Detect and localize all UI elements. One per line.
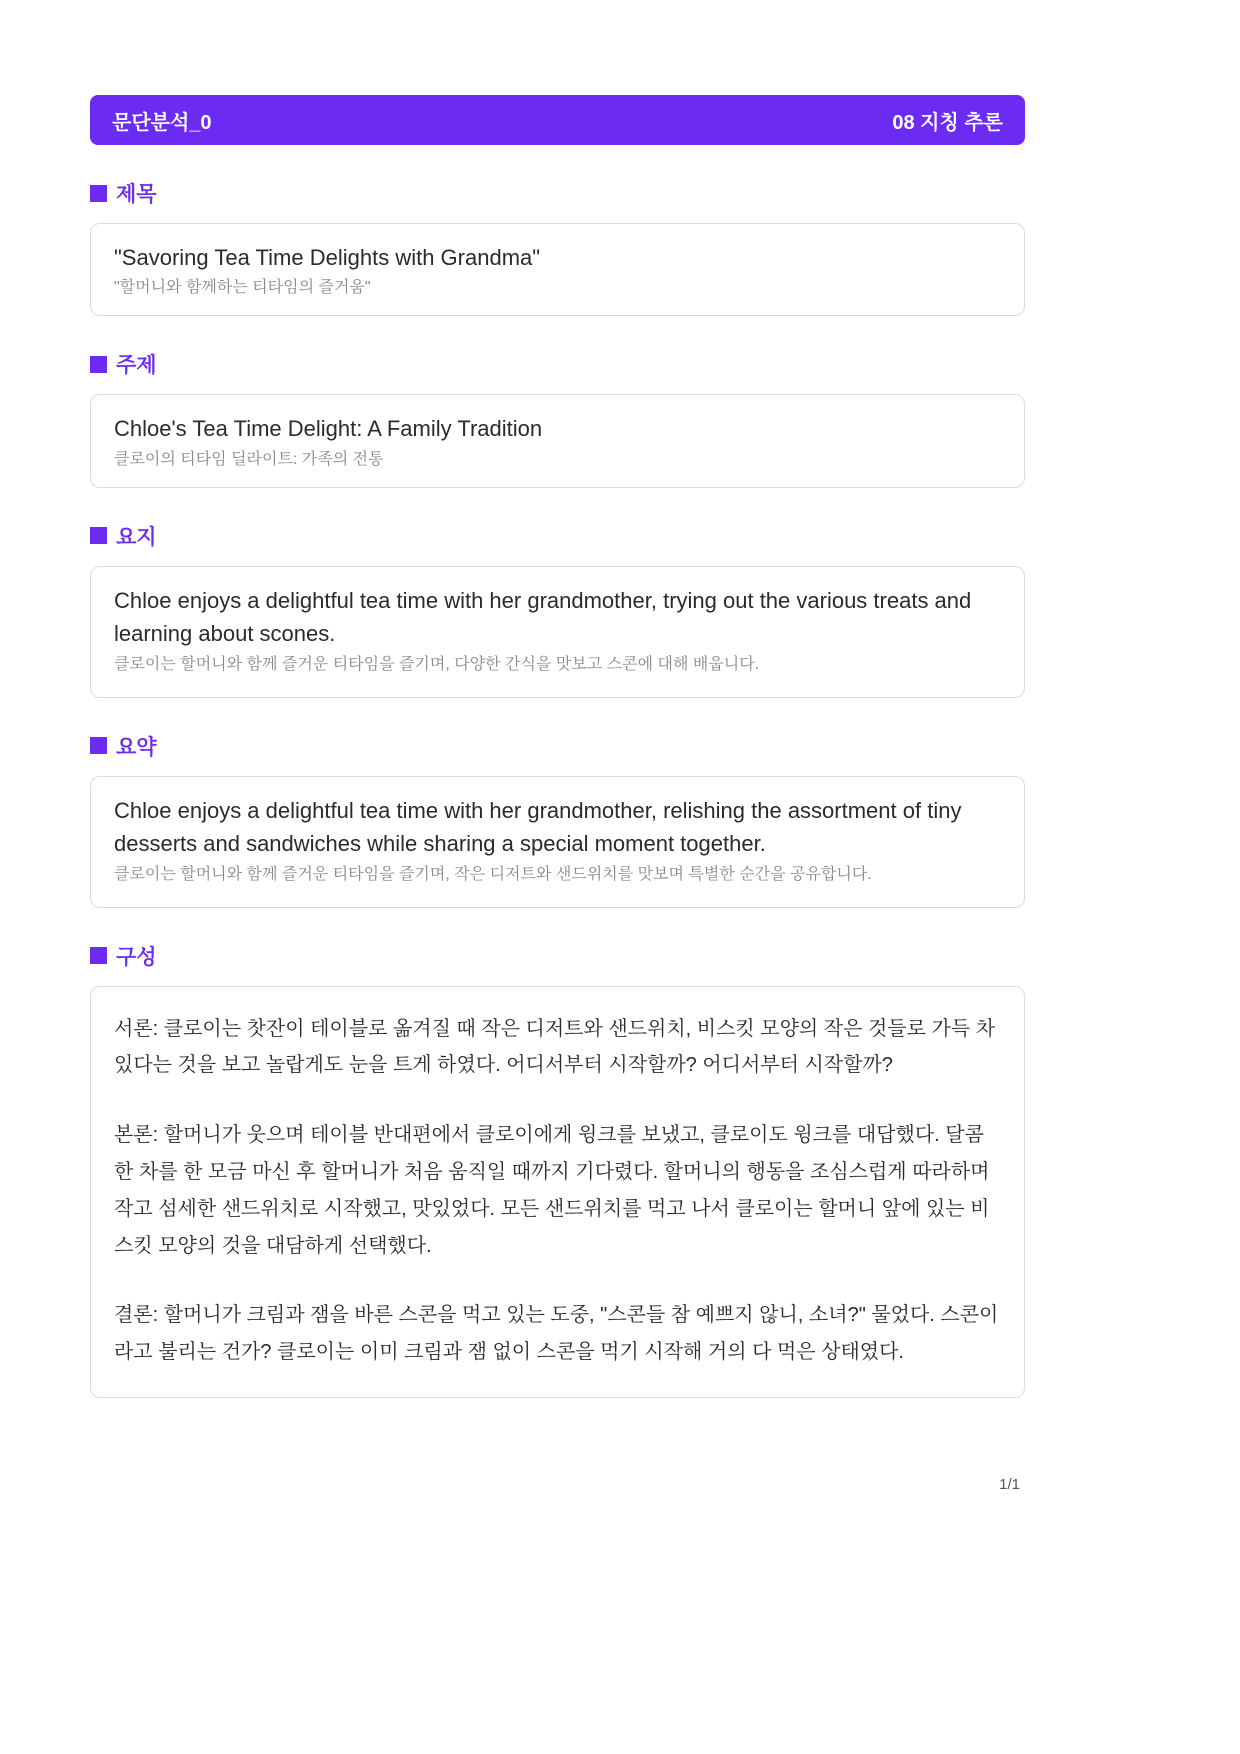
topic-english: Chloe's Tea Time Delight: A Family Tradition (114, 416, 543, 442)
header-badge: 08 지칭 추론 (892, 111, 1003, 134)
gist-box (90, 566, 1025, 698)
square-bullet-icon (90, 356, 107, 373)
title-korean: "할머니와 함께하는 티타임의 즐거움" (114, 279, 371, 297)
page-number: 1/1 (999, 1476, 1020, 1493)
title-box (90, 223, 1025, 316)
square-bullet-icon (90, 527, 107, 544)
page-content (90, 0, 1025, 1398)
section-heading-label: 제목 (116, 183, 157, 206)
section-heading-label: 주제 (116, 354, 157, 378)
document-title: 문단분석_0 (112, 111, 212, 134)
gist-english: Chloe enjoys a delightful tea time with her grandmother, trying out the various treats and learning about scones. (114, 587, 972, 647)
section-heading-label: 요약 (116, 735, 157, 759)
summary-box (90, 776, 1025, 908)
title-english: "Savoring Tea Time Delights with Grandma" (114, 245, 541, 270)
topic-box (90, 394, 1025, 487)
section-heading-label: 요지 (116, 525, 157, 549)
section-heading-summary (90, 731, 1025, 761)
square-bullet-icon (90, 185, 107, 202)
summary-korean: 클로이는 할머니와 함께 즐거운 티타임을 즐기며, 작은 디저트와 샌드위치를 맛보며 특별한 순간을 공유합니다. (114, 865, 872, 883)
header-bar (90, 95, 1025, 145)
square-bullet-icon (90, 737, 107, 754)
composition-box (90, 986, 1025, 1398)
composition-conclusion-paragraph: 결론: 할머니가 크림과 잼을 바른 스콘을 먹고 있는 도중, "스콘들 참 예쁘지 않니, 소녀?" 물었다. 스콘이라고 불리는 건가? 클로이는 이미 크림과 잼 없이 스콘을 먹기 시작해 거의 다 먹은 상태였다. (114, 1304, 999, 1364)
topic-korean: 클로이의 티타임 딜라이트: 가족의 전통 (114, 450, 384, 468)
section-heading-title (90, 178, 1025, 208)
composition-body-paragraph: 본론: 할머니가 웃으며 테이블 반대편에서 클로이에게 윙크를 보냈고, 클로이도 윙크를 대답했다. 달콤한 차를 한 모금 마신 후 할머니가 처음 움직일 때까지 기다렸다. 할머니의 행동을 조심스럽게 따라하며 작고 섬세한 샌드위치로 시작했고, 맛있었다. 모든 샌드위치를 먹고 나서 클로이는 할머니 앞에 있는 비스킷 모양의 것을 대담하게 선택했다. (114, 1124, 990, 1257)
square-bullet-icon (90, 947, 107, 964)
summary-english: Chloe enjoys a delightful tea time with her grandmother, relishing the assortment of tiny desserts and sandwiches while sharing a special moment together. (114, 797, 962, 857)
section-heading-label: 구성 (116, 945, 157, 969)
composition-intro-paragraph: 서론: 클로이는 찻잔이 테이블로 옮겨질 때 작은 디저트와 샌드위치, 비스킷 모양의 작은 것들로 가득 차 있다는 것을 보고 놀랍게도 눈을 트게 하였다. 어디서부터 시작할까? 어디서부터 시작할까? (114, 1017, 996, 1077)
section-heading-topic (90, 349, 1025, 379)
section-heading-gist (90, 521, 1025, 551)
gist-korean: 클로이는 할머니와 함께 즐거운 티타임을 즐기며, 다양한 간식을 맛보고 스콘에 대해 배웁니다. (114, 655, 760, 673)
section-heading-composition (90, 941, 1025, 971)
